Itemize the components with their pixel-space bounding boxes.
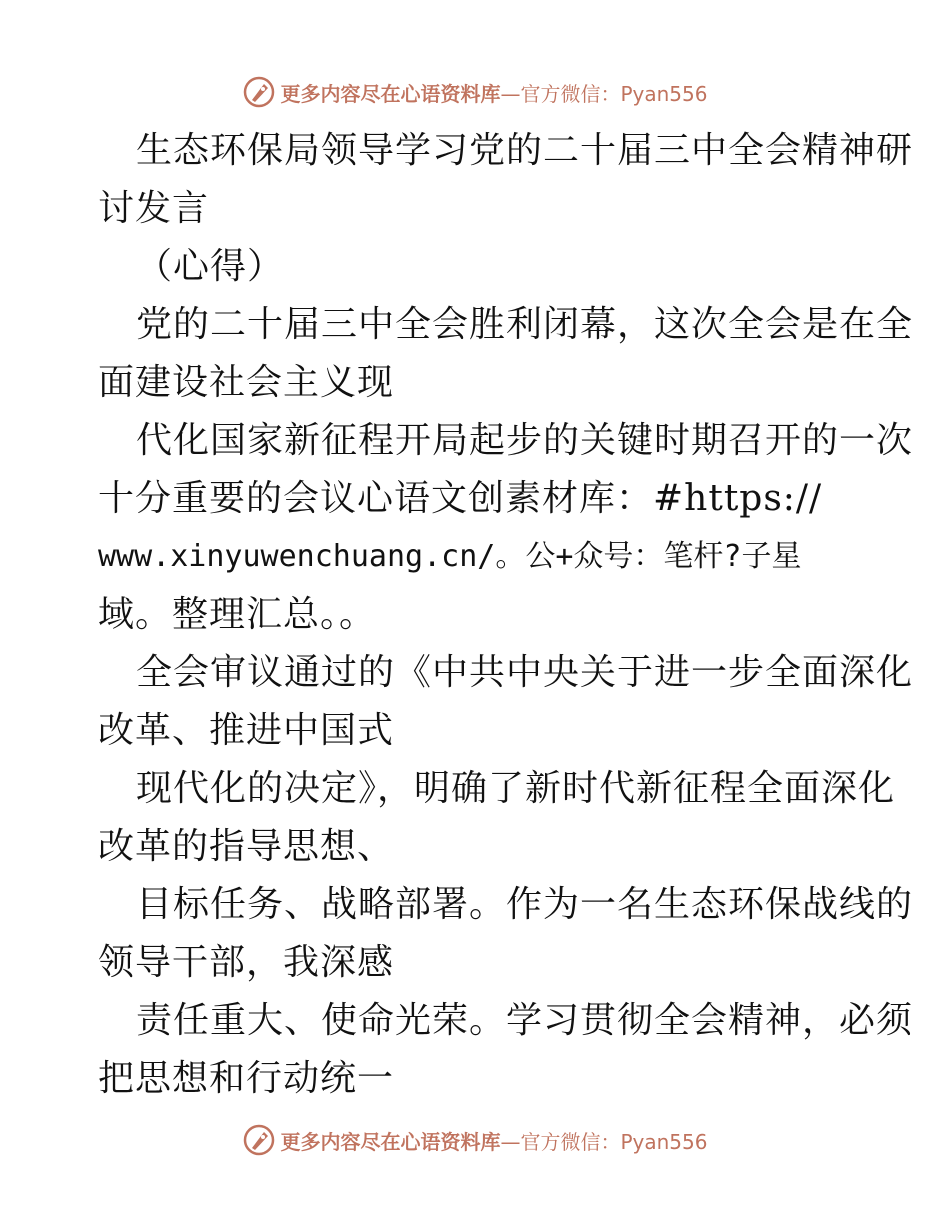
paragraph-line: 改革、推进中国式 [98, 710, 395, 751]
footer-banner [0, 1120, 950, 1160]
title-line: 生态环保局领导学习党的二十届三中全会精神研 [136, 130, 914, 171]
paragraph-line: 改革的指导思想、 [98, 826, 395, 867]
paragraph-line: 代化国家新征程开局起步的关键时期召开的一次 [136, 420, 914, 461]
pen-nib-logo-icon [242, 75, 276, 109]
paragraph-line: 党的二十届三中全会胜利闭幕，这次全会是在全 [136, 304, 914, 345]
paragraph-line: 十分重要的会议心语文创素材库：#https:// [98, 478, 823, 519]
paragraph-line: 现代化的决定》，明确了新时代新征程全面深化 [136, 768, 896, 809]
banner-wechat-text: —官方微信：Pyan556 [500, 1129, 708, 1154]
banner-main-text: 更多内容尽在心语资料库 [280, 1129, 501, 1154]
title-line: 讨发言 [98, 188, 210, 229]
banner-main-text: 更多内容尽在心语资料库 [280, 81, 501, 106]
banner-wechat-text: —官方微信：Pyan556 [500, 81, 708, 106]
paragraph-line: 域。整理汇总。。 [98, 594, 377, 635]
paragraph-line: 领导干部，我深感 [98, 942, 395, 983]
document-body [98, 122, 914, 1108]
paragraph-line: www.xinyuwenchuang.cn/。公+众号：笔杆?子星 [98, 539, 802, 574]
paragraph-line: 面建设社会主义现 [98, 362, 395, 403]
subtitle-line: （心得） [136, 246, 285, 287]
paragraph-line: 责任重大、使命光荣。学习贯彻全会精神，必须 [136, 1000, 914, 1041]
pen-nib-logo-icon [242, 1123, 276, 1157]
paragraph-line: 目标任务、战略部署。作为一名生态环保战线的 [136, 884, 914, 925]
header-banner [0, 72, 950, 112]
paragraph-line: 全会审议通过的《中共中央关于进一步全面深化 [136, 652, 914, 693]
paragraph-line: 把思想和行动统一 [98, 1058, 395, 1099]
